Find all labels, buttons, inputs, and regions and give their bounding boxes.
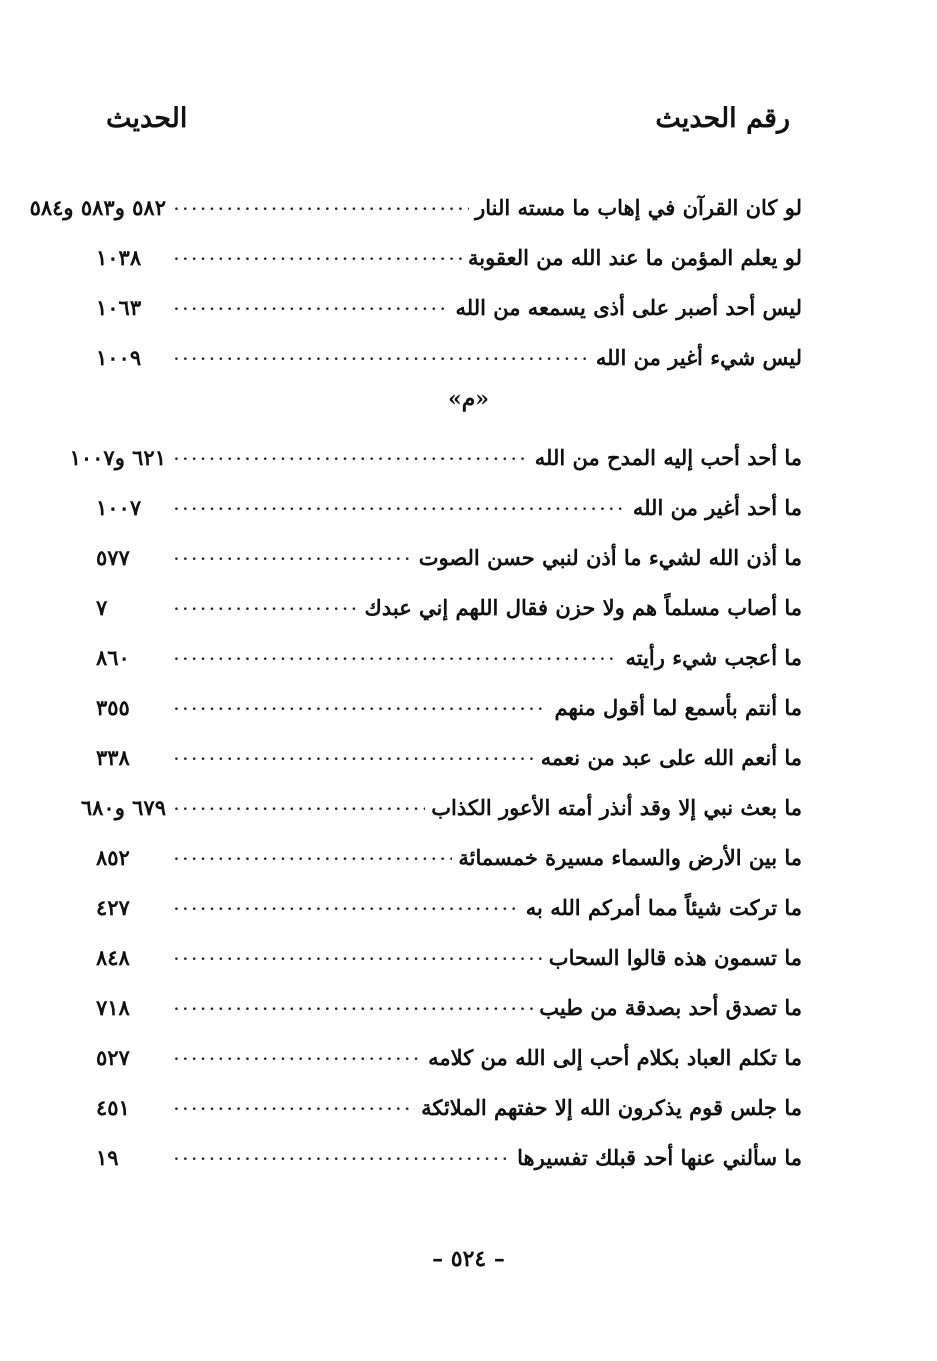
- index-entry: [96, 330, 802, 370]
- index-entry: [96, 1030, 802, 1070]
- hadith-text: لو يعلم المؤمن ما عند الله من العقوبة: [468, 245, 802, 270]
- hadith-column-header: الحديث: [106, 102, 188, 134]
- index-entry: [29, 180, 802, 220]
- hadith-number: ٥٢٧: [96, 1045, 130, 1070]
- leader-dots: [174, 846, 452, 870]
- leader-dots: [174, 1096, 415, 1120]
- index-entry: [96, 1130, 802, 1170]
- leader-dots: [174, 696, 548, 720]
- index-entry: [96, 480, 802, 520]
- index-entry: [80, 780, 802, 820]
- hadith-number: ١٠٠٩: [96, 345, 142, 370]
- index-entry: [96, 580, 802, 620]
- leader-dots: [174, 546, 413, 570]
- hadith-text: ما تصدق أحد بصدقة من طيب: [539, 995, 802, 1020]
- index-entry: [96, 830, 802, 870]
- leader-dots: [174, 346, 590, 370]
- index-entry: [96, 630, 802, 670]
- hadith-text: ما بين الأرض والسماء مسيرة خمسمائة: [458, 845, 802, 870]
- hadith-text: ما أحد أغير من الله: [632, 495, 802, 520]
- index-entry: [96, 980, 802, 1020]
- hadith-number: ٨٥٢: [96, 845, 130, 870]
- hadith-text: ليس شيء أغير من الله: [595, 345, 802, 370]
- hadith-text: ما تسمون هذه قالوا السحاب: [548, 945, 802, 970]
- leader-dots: [174, 1046, 422, 1070]
- leader-dots: [174, 496, 627, 520]
- index-entry: [96, 730, 802, 770]
- leader-dots: [174, 996, 533, 1020]
- leader-dots: [174, 196, 469, 220]
- hadith-text: ما بعث نبي إلا وقد أنذر أمته الأعور الكذاب: [431, 795, 802, 820]
- hadith-text: ما أصاب مسلماً هم ولا حزن فقال اللهم إني عبدك: [364, 595, 802, 620]
- hadith-number: ١٠٦٣: [96, 295, 142, 320]
- hadith-number: ٤٢٧: [96, 895, 130, 920]
- index-entry: [96, 680, 802, 720]
- leader-dots: [174, 296, 449, 320]
- leader-dots: [174, 896, 520, 920]
- leader-dots: [174, 246, 462, 270]
- leader-dots: [174, 446, 529, 470]
- hadith-number: ١٠٣٨: [96, 245, 142, 270]
- index-entry: [69, 430, 802, 470]
- index-entry: [96, 880, 802, 920]
- hadith-text: ما تكلم العباد بكلام أحب إلى الله من كلامه: [428, 1045, 802, 1070]
- hadith-number: ٥٨٢ و٥٨٣ و٥٨٤: [29, 195, 166, 220]
- leader-dots: [174, 796, 425, 820]
- hadith-number: ٨٦٠: [96, 645, 130, 670]
- section-letter-heading: «م»: [447, 386, 490, 412]
- leader-dots: [174, 1146, 511, 1170]
- index-entry: [96, 280, 802, 320]
- hadith-number: ١٩: [96, 1145, 119, 1170]
- hadith-number: ٤٥١: [96, 1095, 130, 1120]
- hadith-number: ٧: [96, 595, 108, 620]
- hadith-text: ما تركت شيئاً مما أمركم الله به: [525, 895, 802, 920]
- index-entry: [96, 930, 802, 970]
- hadith-number: ٧١٨: [96, 995, 130, 1020]
- hadith-number: ٦٧٩ و٦٨٠: [80, 795, 166, 820]
- leader-dots: [174, 646, 619, 670]
- hadith-number: ٥٧٧: [96, 545, 130, 570]
- hadith-number-column-header: رقم الحديث: [655, 102, 790, 134]
- hadith-text: ليس أحد أصبر على أذى يسمعه من الله: [455, 295, 802, 320]
- index-entry: [96, 1080, 802, 1120]
- hadith-text: ما سألني عنها أحد قبلك تفسيرها: [517, 1145, 802, 1170]
- index-entry: [96, 230, 802, 270]
- hadith-number: ٣٥٥: [96, 695, 130, 720]
- hadith-text: ما أحد أحب إليه المدح من الله: [534, 445, 802, 470]
- page-number: – ٥٢٤ –: [432, 1246, 505, 1272]
- hadith-number: ١٠٠٧: [96, 495, 142, 520]
- hadith-text: ما جلس قوم يذكرون الله إلا حفتهم الملائكة: [421, 1095, 802, 1120]
- hadith-number: ٨٤٨: [96, 945, 130, 970]
- hadith-text: ما أذن الله لشيء ما أذن لنبي حسن الصوت: [418, 545, 802, 570]
- leader-dots: [174, 596, 359, 620]
- hadith-number: ٦٢١ و١٠٠٧: [69, 445, 166, 470]
- leader-dots: [174, 746, 535, 770]
- hadith-text: ما أنعم الله على عبد من نعمه: [540, 745, 802, 770]
- hadith-text: ما أنتم بأسمع لما أقول منهم: [554, 695, 802, 720]
- hadith-text: لو كان القرآن في إهاب ما مسته النار: [475, 195, 802, 220]
- index-entry: [96, 530, 802, 570]
- hadith-number: ٣٣٨: [96, 745, 130, 770]
- column-headers: [106, 96, 790, 140]
- leader-dots: [174, 946, 543, 970]
- hadith-text: ما أعجب شيء رأيته: [625, 645, 802, 670]
